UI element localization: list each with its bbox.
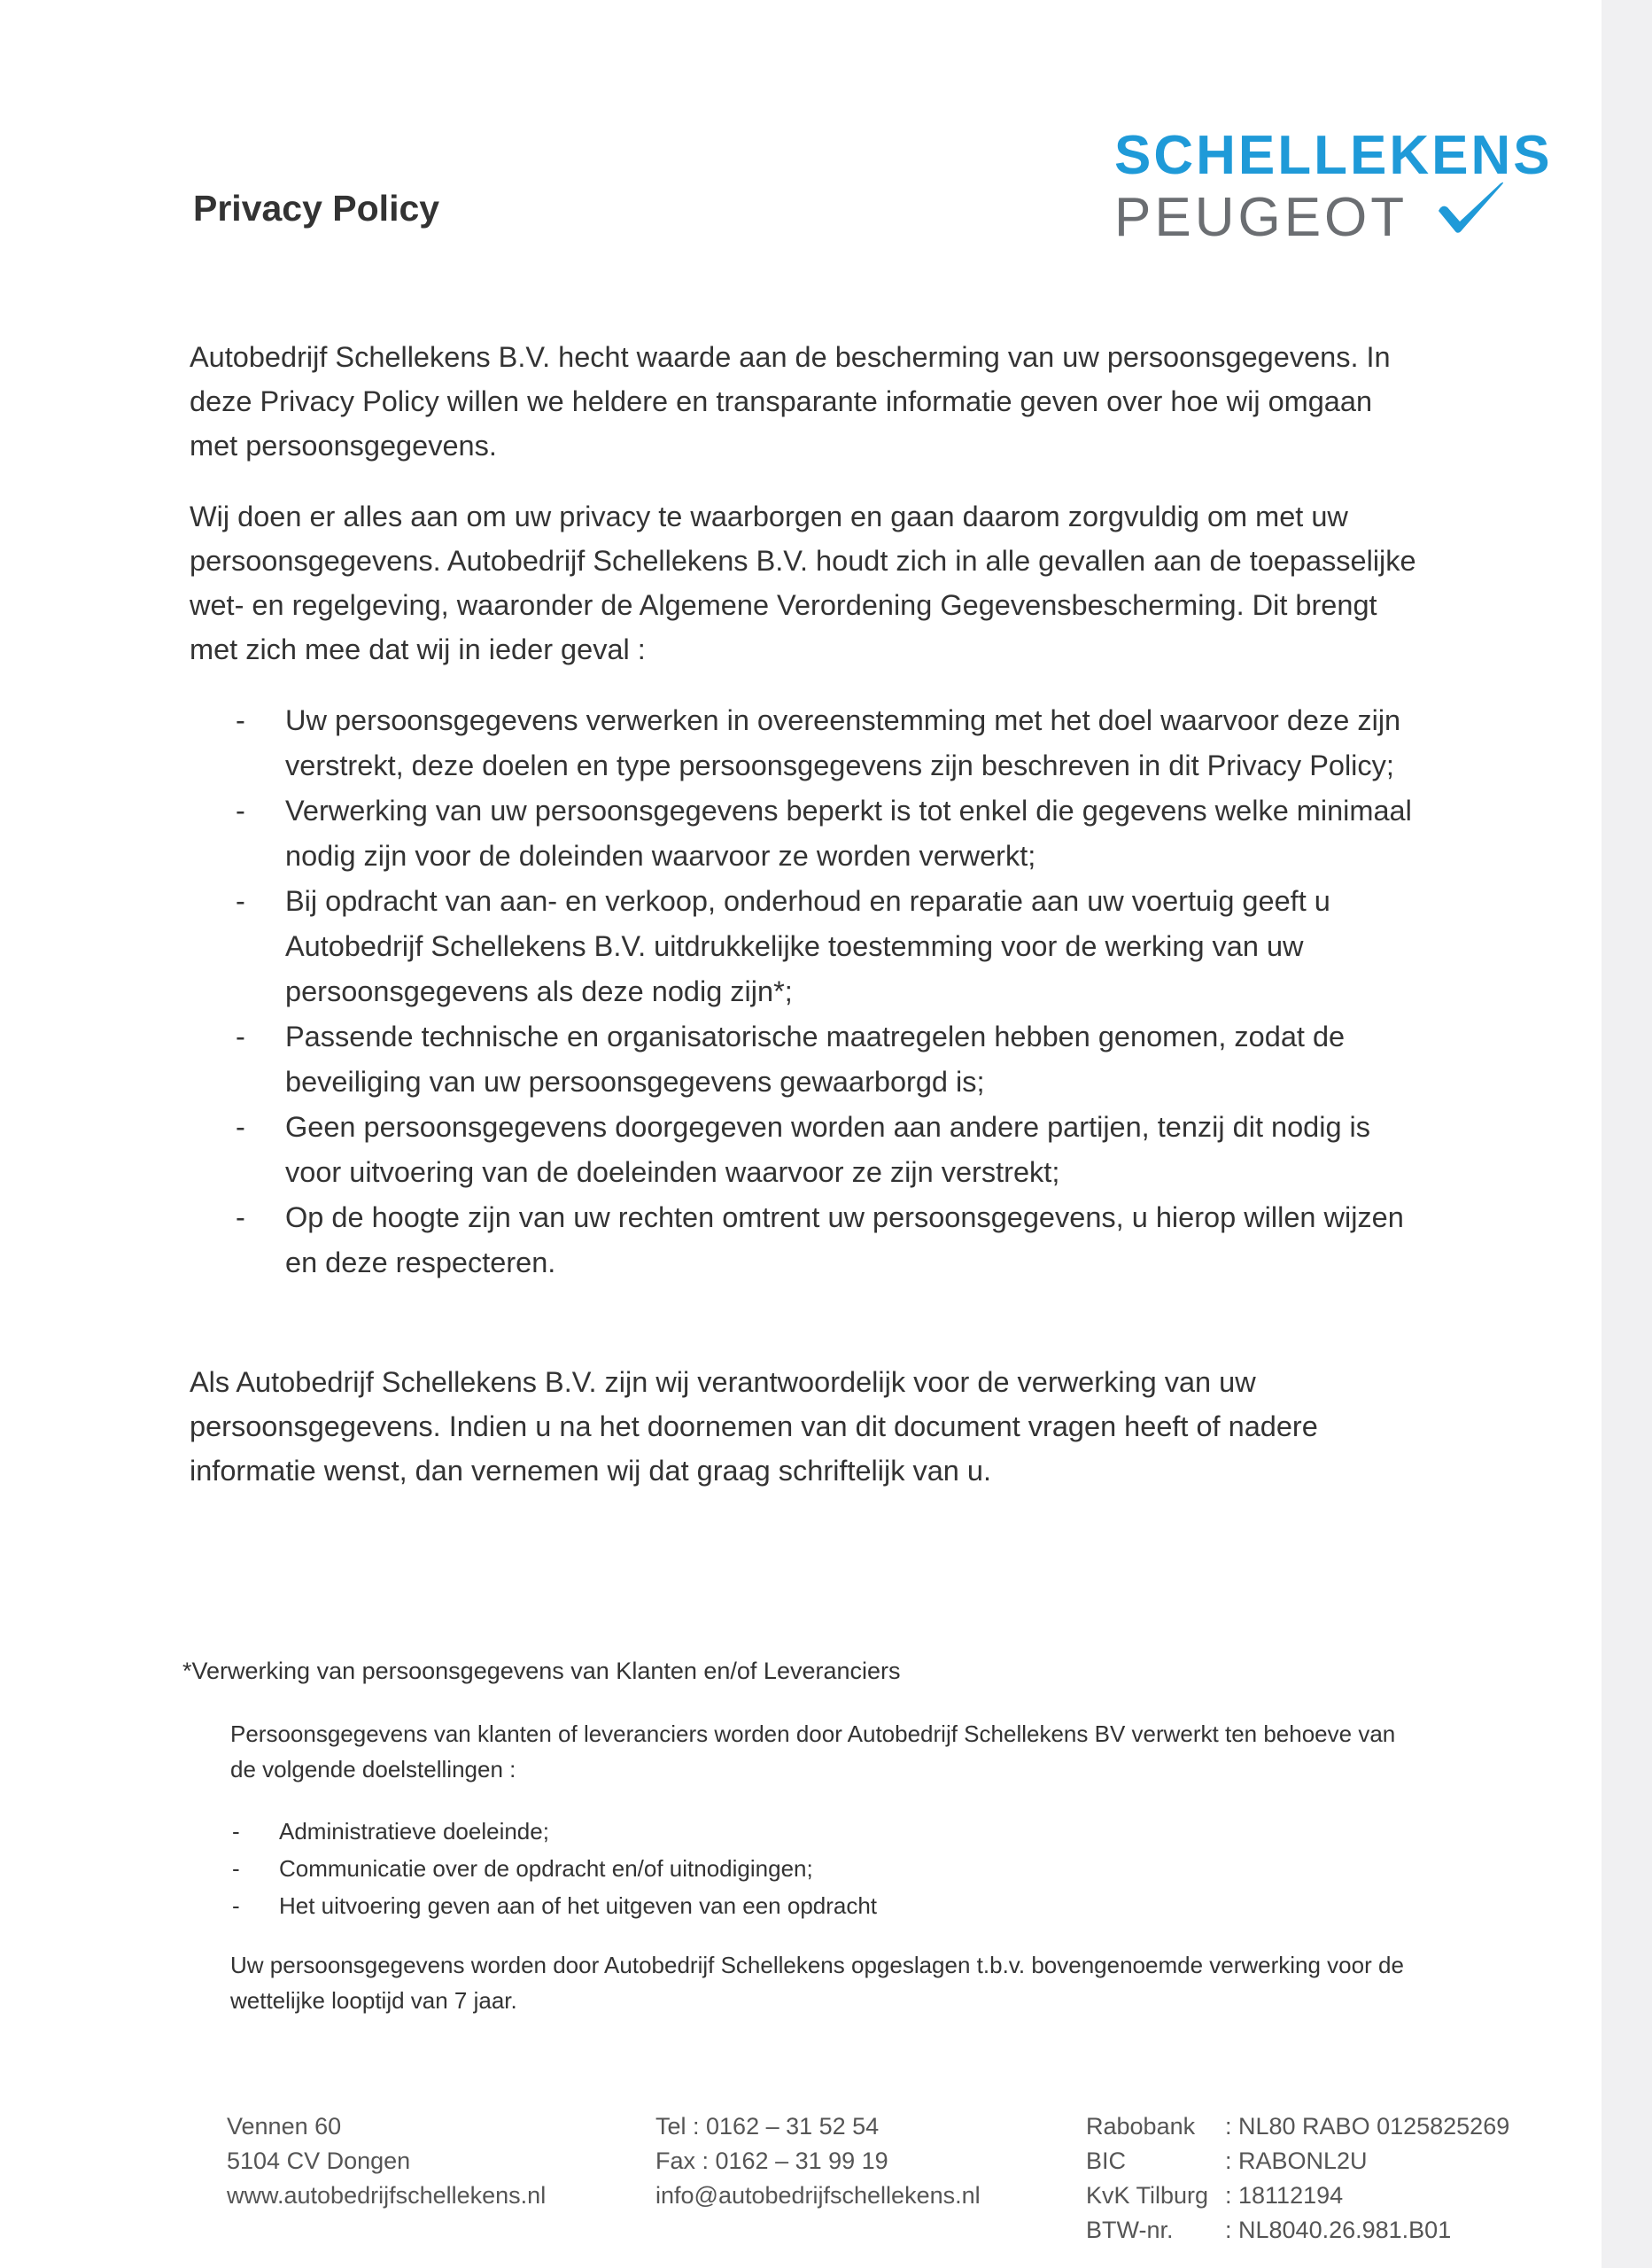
list-item: - Op de hoogte zijn van uw rechten omtrent uw persoonsgegevens, u hierop willen wijzen en deze respecteren. — [236, 1201, 1404, 1278]
list-item: - Communicatie over de opdracht en/of uitnodigingen; — [232, 1855, 813, 1882]
list-item-text: Passende technische en organisatorische maatregelen hebben genomen, zodat de beveiliging van uw persoonsgegevens gewaarborgd is; — [285, 1021, 1346, 1098]
bank-label: KvK Tilburg — [1086, 2182, 1209, 2209]
list-item: - Het uitvoering geven aan of het uitgeven van een opdracht — [232, 1892, 878, 1919]
list-item: - Uw persoonsgegevens verwerken in overeenstemming met het doel waarvoor deze zijn verstrekt, deze doelen en type persoonsgegevens zijn beschreven in dit Privacy Policy; — [236, 704, 1401, 781]
scan-page-edge — [1602, 0, 1652, 2268]
schellekens-peugeot-logo — [1112, 124, 1555, 248]
email-link[interactable]: info@autobedrijfschellekens.nl — [655, 2182, 981, 2209]
address-city: 5104 CV Dongen — [227, 2148, 411, 2174]
bank-value: : 18112194 — [1225, 2182, 1344, 2209]
logo-brand-name: SCHELLEKENS — [1114, 125, 1553, 186]
footer-address — [227, 2109, 546, 2213]
list-item-text: Verwerking van uw persoonsgegevens beperkt is tot enkel die gegevens welke minimaal nodig zijn voor de doleinden waarvoor ze worden verwerkt; — [285, 795, 1412, 872]
bank-row — [1086, 2109, 1509, 2144]
bank-value: : NL80 RABO 0125825269 — [1225, 2113, 1510, 2140]
obligations-list — [190, 698, 1430, 1285]
list-item: - Administratieve doeleinde; — [232, 1818, 549, 1845]
list-item-text: Administratieve doeleinde; — [279, 1818, 549, 1845]
bank-row — [1086, 2179, 1509, 2213]
footer-contact — [655, 2109, 981, 2213]
bank-label: BTW-nr. — [1086, 2217, 1174, 2243]
retention-paragraph: Uw persoonsgegevens worden door Autobedrijf Schellekens opgeslagen t.b.v. bovengenoemde verwerking voor de wettelijke looptijd van 7 jaar. — [230, 1952, 1404, 2014]
list-item-text: Geen persoonsgegevens doorgegeven worden aan andere partijen, tenzij dit nodig is voor uitvoering van de doeleinden waarvoor ze zijn verstrekt; — [285, 1111, 1371, 1188]
list-item-text: Bij opdracht van aan- en verkoop, onderhoud en reparatie aan uw voertuig geeft u Autobedrijf Schellekens B.V. uitdrukkelijke toestemming voor de werking van uw persoonsgegevens als deze nodig zijn*; — [285, 885, 1330, 1007]
intro-paragraph-1: Autobedrijf Schellekens B.V. hecht waarde aan de bescherming van uw persoonsgegevens. In deze Privacy Policy willen we heldere en transparante informatie geven over hoe wij omgaan met persoonsgegevens. — [190, 341, 1391, 462]
closing-paragraph: Als Autobedrijf Schellekens B.V. zijn wij verantwoordelijk voor de verwerking van uw persoonsgegevens. Indien u na het doornemen van dit document vragen heeft of nadere informatie wenst, dan vernemen wij dat graag schriftelijk van u. — [190, 1366, 1318, 1487]
bank-row — [1086, 2213, 1509, 2248]
list-item-text: Communicatie over de opdracht en/of uitnodigingen; — [279, 1855, 813, 1882]
footer-bank-details — [1086, 2109, 1509, 2248]
fax-number: Fax : 0162 – 31 99 19 — [655, 2148, 888, 2174]
website-link[interactable]: www.autobedrijfschellekens.nl — [227, 2182, 547, 2209]
list-item: - Verwerking van uw persoonsgegevens beperkt is tot enkel die gegevens welke minimaal nodig zijn voor de doleinden waarvoor ze worden verwerkt; — [236, 795, 1412, 872]
bank-row — [1086, 2144, 1509, 2179]
page-title: Privacy Policy — [193, 188, 440, 229]
list-item: - Passende technische en organisatorische maatregelen hebben genomen, zodat de beveiliging van uw persoonsgegevens gewaarborgd is; — [236, 1021, 1346, 1098]
checkmark-icon — [1435, 179, 1506, 241]
footnote-intro: Persoonsgegevens van klanten of leveranciers worden door Autobedrijf Schellekens BV verwerkt ten behoeve van de volgende doelstellingen : — [230, 1720, 1396, 1783]
bank-label: Rabobank — [1086, 2113, 1196, 2140]
bank-value: : RABONL2U — [1225, 2148, 1368, 2174]
bank-value: : NL8040.26.981.B01 — [1225, 2217, 1452, 2243]
logo-brand-sub: PEUGEOT — [1114, 187, 1408, 248]
list-item: - Bij opdracht van aan- en verkoop, onderhoud en reparatie aan uw voertuig geeft u Autobedrijf Schellekens B.V. uitdrukkelijke toestemming voor de werking van uw persoonsgegevens als deze nodig zijn*; — [236, 885, 1330, 1007]
list-item-text: Het uitvoering geven aan of het uitgeven van een opdracht — [279, 1892, 878, 1919]
bank-label: BIC — [1086, 2148, 1127, 2174]
footnote-purposes-list — [230, 1813, 1382, 1924]
phone-number: Tel : 0162 – 31 52 54 — [655, 2113, 880, 2140]
list-item-text: Uw persoonsgegevens verwerken in overeenstemming met het doel waarvoor deze zijn verstrekt, deze doelen en type persoonsgegevens zijn beschreven in dit Privacy Policy; — [285, 704, 1401, 781]
intro-paragraph-2: Wij doen er alles aan om uw privacy te waarborgen en gaan daarom zorgvuldig om met uw persoonsgegevens. Autobedrijf Schellekens B.V. houdt zich in alle gevallen aan de toepasselijke wet- en regelgeving, waaronder de Algemene Verordening Gegevensbescherming. Dit brengt met zich mee dat wij in ieder geval : — [190, 501, 1416, 665]
list-item-text: Op de hoogte zijn van uw rechten omtrent uw persoonsgegevens, u hierop willen wijzen en deze respecteren. — [285, 1201, 1404, 1278]
list-item: - Geen persoonsgegevens doorgegeven worden aan andere partijen, tenzij dit nodig is voor uitvoering van de doeleinden waarvoor ze zijn verstrekt; — [236, 1111, 1371, 1188]
footnote-title: *Verwerking van persoonsgegevens van Klanten en/of Leveranciers — [182, 1658, 901, 1684]
address-street: Vennen 60 — [227, 2113, 342, 2140]
